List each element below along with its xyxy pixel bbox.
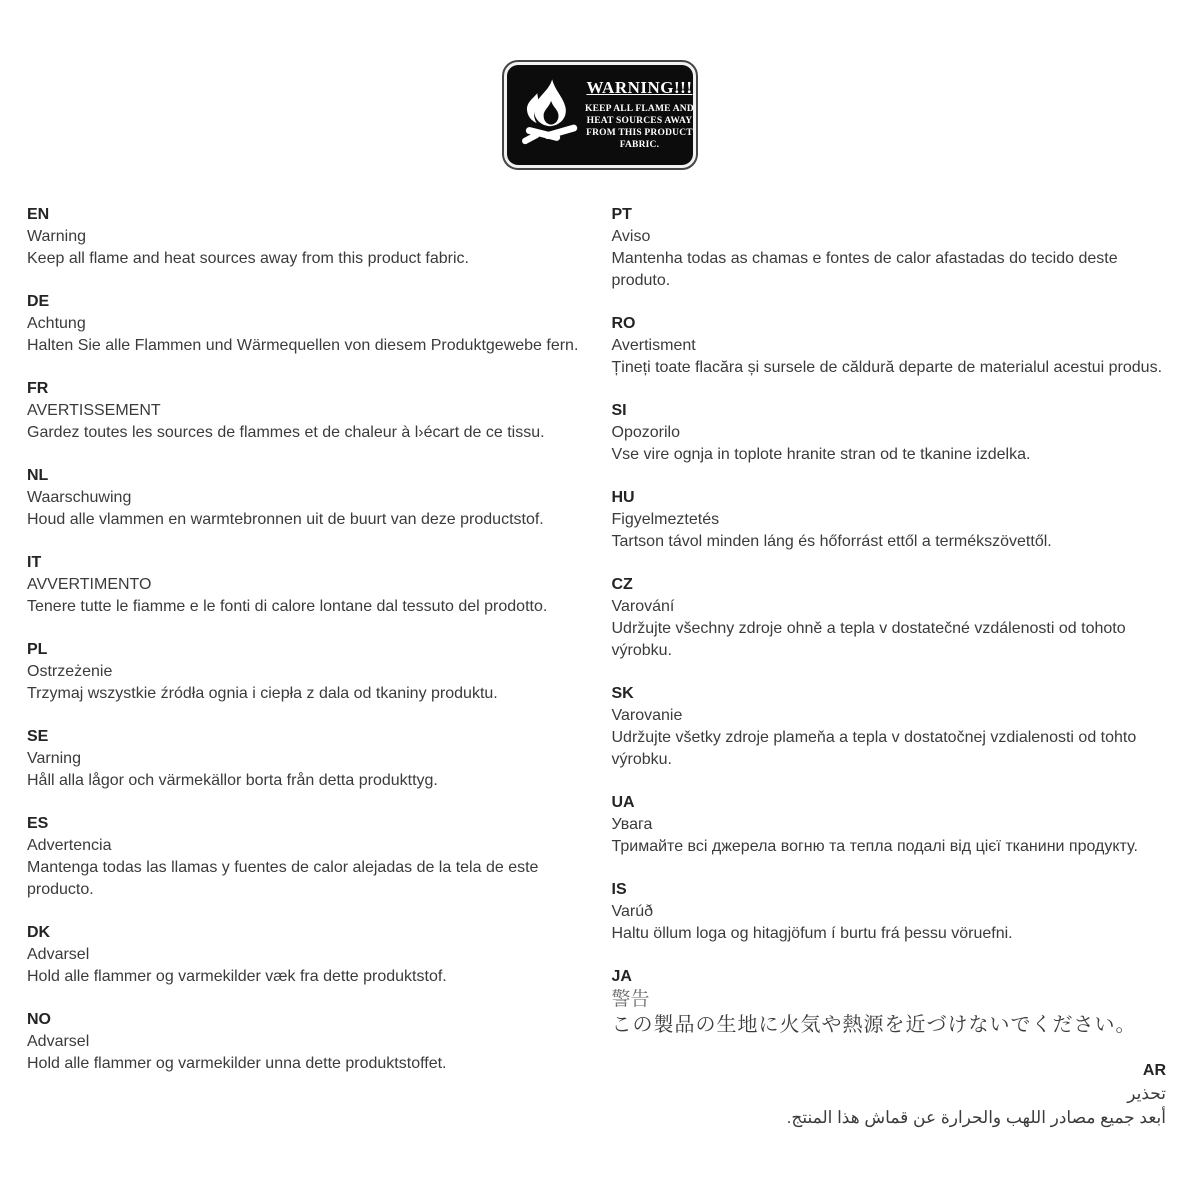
warning-text: Keep all flame and heat sources away from this product fabric. bbox=[27, 250, 469, 267]
column-left bbox=[27, 204, 582, 1151]
warning-text: Vse vire ognja in toplote hranite stran od te tkanine izdelka. bbox=[611, 446, 1031, 463]
warning-text: Gardez toutes les sources de flammes et de chaleur à l›écart de ce tissu. bbox=[27, 424, 545, 441]
language-code: IS bbox=[611, 881, 627, 898]
language-section-si bbox=[612, 400, 1167, 466]
language-code: CZ bbox=[611, 576, 633, 593]
warning-word: Opozorilo bbox=[611, 424, 680, 441]
warning-word: Advarsel bbox=[27, 946, 90, 963]
language-code: PT bbox=[611, 206, 632, 223]
warning-word: تحذير bbox=[1127, 1084, 1166, 1103]
warning-word: Warning bbox=[27, 228, 86, 245]
language-section-nl bbox=[27, 465, 582, 531]
warning-text: Hold alle flammer og varmekilder unna dette produktstoffet. bbox=[27, 1055, 447, 1072]
language-section-en bbox=[27, 204, 582, 270]
warning-text: Mantenha todas as chamas e fontes de calor afastadas do tecido deste produto. bbox=[611, 250, 1118, 289]
warning-word: Varování bbox=[611, 598, 675, 615]
warning-text: Udržujte všetky zdroje plameňa a tepla v dostatočnej vzdialenosti od tohto výrobku. bbox=[611, 729, 1137, 768]
warning-word: Ostrzeżenie bbox=[27, 663, 113, 680]
language-code: RO bbox=[611, 315, 636, 332]
language-code: EN bbox=[27, 206, 50, 223]
warning-word: Увага bbox=[611, 816, 653, 833]
warning-word: 警告 bbox=[611, 989, 650, 1010]
language-code: ES bbox=[27, 815, 49, 832]
badge-title: WARNING!!! bbox=[586, 77, 693, 97]
language-columns bbox=[0, 204, 1200, 1151]
language-section-ja bbox=[612, 966, 1167, 1039]
warning-word: AVERTISSEMENT bbox=[27, 402, 161, 419]
language-section-ro bbox=[612, 313, 1167, 379]
language-code: SE bbox=[27, 728, 49, 745]
language-section-sk bbox=[612, 683, 1167, 771]
language-section-no bbox=[27, 1009, 582, 1075]
language-section-ua bbox=[612, 792, 1167, 858]
warning-word: Varning bbox=[27, 750, 81, 767]
language-code: IT bbox=[27, 554, 42, 571]
warning-text: この製品の生地に火気や熱源を近づけないでください。 bbox=[611, 1014, 1137, 1036]
warning-text: Tenere tutte le fiamme e le fonti di calore lontane dal tessuto del prodotto. bbox=[27, 598, 548, 615]
warning-badge-inner bbox=[507, 65, 693, 165]
badge-text bbox=[585, 78, 694, 151]
warning-word: Avertisment bbox=[611, 337, 696, 354]
warning-word: Figyelmeztetés bbox=[611, 511, 720, 528]
language-section-is bbox=[612, 879, 1167, 945]
warning-text: Halten Sie alle Flammen und Wärmequellen von diesem Produktgewebe fern. bbox=[27, 337, 579, 354]
warning-text: Hold alle flammer og varmekilder væk fra dette produktstof. bbox=[27, 968, 447, 985]
warning-text: Tartson távol minden láng és hőforrást ettől a termékszövettől. bbox=[611, 533, 1052, 550]
warning-word: Varúð bbox=[611, 903, 654, 920]
language-code: JA bbox=[611, 968, 632, 985]
badge-container bbox=[0, 0, 1200, 170]
warning-word: Advarsel bbox=[27, 1033, 90, 1050]
badge-subtext-line: FROM THIS PRODUCT bbox=[586, 127, 693, 138]
warning-text: Udržujte všechny zdroje ohně a tepla v dostatečné vzdálenosti od tohoto výrobku. bbox=[611, 620, 1126, 659]
warning-text: Håll alla lågor och värmekällor borta från detta produkttyg. bbox=[27, 772, 438, 789]
badge-subtext-line: KEEP ALL FLAME AND bbox=[585, 103, 694, 114]
warning-text: Haltu öllum loga og hitagjöfum í burtu frá þessu vöruefni. bbox=[611, 925, 1013, 942]
language-code: FR bbox=[27, 380, 49, 397]
language-section-pt bbox=[612, 204, 1167, 292]
language-section-ar bbox=[612, 1060, 1167, 1130]
language-section-cz bbox=[612, 574, 1167, 662]
language-section-se bbox=[27, 726, 582, 792]
language-code: DK bbox=[27, 924, 51, 941]
language-code: UA bbox=[611, 794, 635, 811]
warning-text: Mantenga todas las llamas y fuentes de calor alejadas de la tela de este producto. bbox=[27, 859, 539, 898]
warning-text: Тримайте всі джерела вогню та тепла подалі від цієї тканини продукту. bbox=[611, 838, 1138, 855]
warning-text: Trzymaj wszystkie źródła ognia i ciepła z dala od tkaniny produktu. bbox=[27, 685, 498, 702]
warning-word: Varovanie bbox=[611, 707, 683, 724]
language-section-it bbox=[27, 552, 582, 618]
column-right bbox=[612, 204, 1167, 1151]
language-section-pl bbox=[27, 639, 582, 705]
language-section-fr bbox=[27, 378, 582, 444]
badge-subtext-line: FABRIC. bbox=[619, 139, 660, 150]
language-code: PL bbox=[27, 641, 48, 658]
badge-subtext-line: HEAT SOURCES AWAY bbox=[586, 115, 693, 126]
language-code: AR bbox=[1142, 1062, 1166, 1079]
warning-word: AVVERTIMENTO bbox=[27, 576, 152, 593]
language-section-hu bbox=[612, 487, 1167, 553]
warning-word: Aviso bbox=[611, 228, 651, 245]
language-code: HU bbox=[611, 489, 635, 506]
language-code: NL bbox=[27, 467, 49, 484]
language-code: DE bbox=[27, 293, 50, 310]
warning-text: Țineți toate flacăra și sursele de căldură departe de materialul acestui produs. bbox=[611, 359, 1163, 376]
language-code: SK bbox=[611, 685, 634, 702]
language-code: NO bbox=[27, 1011, 51, 1028]
warning-word: Achtung bbox=[27, 315, 86, 332]
warning-text: Houd alle vlammen en warmtebronnen uit de buurt van deze productstof. bbox=[27, 511, 544, 528]
language-section-dk bbox=[27, 922, 582, 988]
warning-word: Advertencia bbox=[27, 837, 112, 854]
campfire-icon bbox=[515, 77, 585, 151]
warning-text: أبعد جميع مصادر اللهب والحرارة عن قماش هذا المنتج. bbox=[786, 1108, 1166, 1127]
language-section-es bbox=[27, 813, 582, 901]
language-code: SI bbox=[611, 402, 627, 419]
language-section-de bbox=[27, 291, 582, 357]
warning-word: Waarschuwing bbox=[27, 489, 132, 506]
warning-badge bbox=[502, 60, 698, 170]
